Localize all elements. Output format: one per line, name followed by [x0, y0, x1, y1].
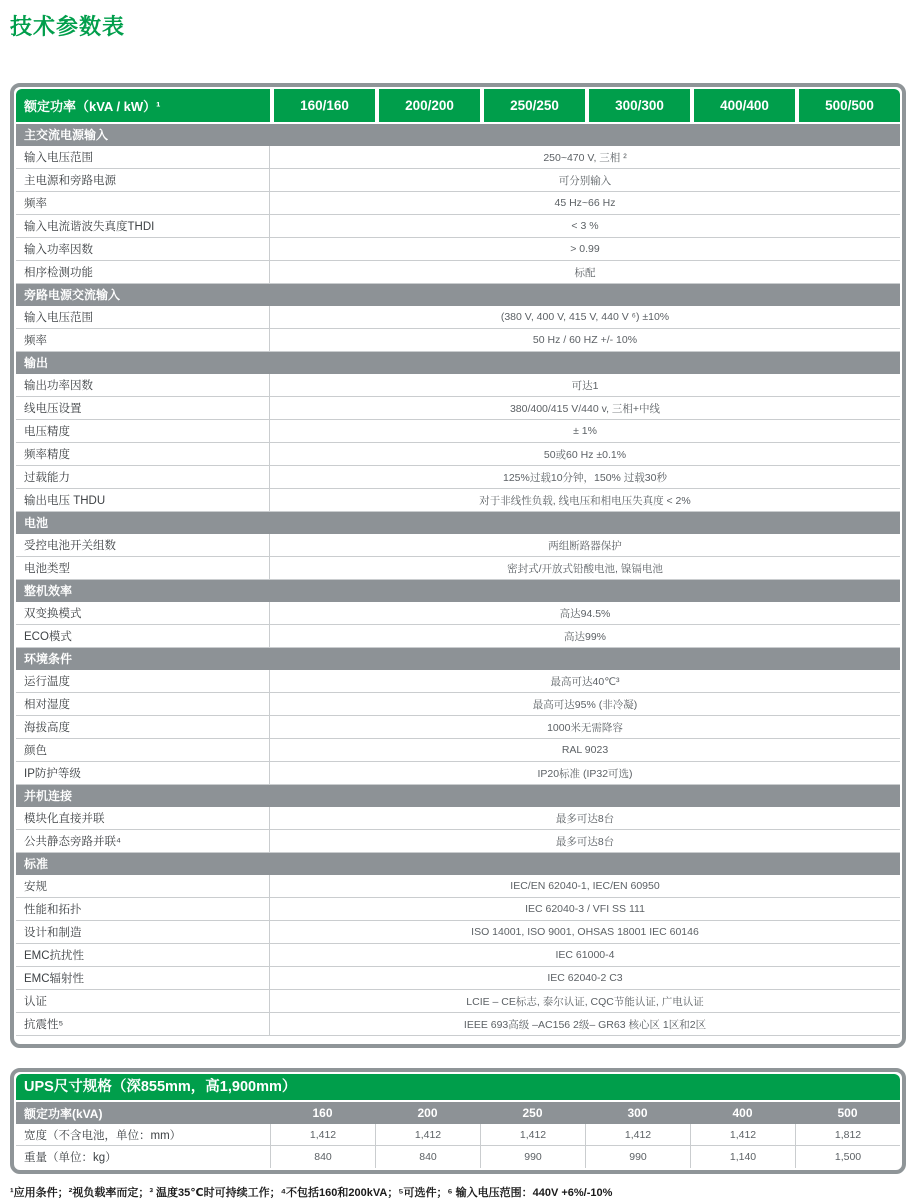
section-header: 整机效率 — [16, 580, 900, 602]
row-label: 安规 — [16, 875, 270, 897]
row-value: IEC 62040-2 C3 — [547, 972, 623, 984]
spec-row — [16, 329, 900, 352]
spec-row — [16, 534, 900, 557]
row-value: (380 V, 400 V, 415 V, 440 V ⁶) ±10% — [500, 311, 670, 323]
rated-power-header-label: 额定功率（kVA / kW）¹ — [16, 89, 270, 122]
row-label: 性能和拓扑 — [16, 898, 270, 920]
row-label: 双变换模式 — [16, 602, 270, 624]
dimension-table-title: UPS尺寸规格（深855mm，高1,900mm） — [16, 1074, 900, 1100]
spec-row — [16, 944, 900, 967]
spec-row — [16, 306, 900, 329]
row-label: 过载能力 — [16, 466, 270, 488]
spec-row — [16, 830, 900, 853]
row-value: IP20标准 (IP32可选) — [537, 767, 633, 780]
row-label: 电池类型 — [16, 557, 270, 579]
row-label: 海拔高度 — [16, 716, 270, 738]
spec-row — [16, 443, 900, 466]
spec-row — [16, 261, 900, 284]
row-value: 标配 — [574, 266, 596, 279]
rated-power-column: 400/400 — [694, 89, 795, 122]
dimension-column-header: 160 — [312, 1106, 333, 1120]
row-value: 密封式/开放式铅酸电池, 镍镉电池 — [507, 562, 663, 575]
section-header: 并机连接 — [16, 785, 900, 807]
spec-row — [16, 466, 900, 489]
dimension-column-header: 250 — [522, 1106, 543, 1120]
row-value: 45 Hz~66 Hz — [554, 197, 616, 209]
dimension-column-header: 200 — [417, 1106, 438, 1120]
spec-row — [16, 739, 900, 762]
dimension-column-header: 400 — [732, 1106, 753, 1120]
row-label: 公共静态旁路并联⁴ — [16, 830, 270, 852]
rated-power-column: 160/160 — [274, 89, 375, 122]
dimension-row — [16, 1146, 900, 1168]
spec-row — [16, 397, 900, 420]
page-title: 技术参数表 — [10, 14, 126, 39]
row-value: IEC 61000-4 — [555, 949, 615, 961]
row-value: 50或60 Hz ±0.1% — [543, 448, 627, 461]
row-value: IEC 62040-3 / VFI SS 111 — [525, 903, 645, 915]
row-value: ± 1% — [573, 425, 597, 437]
section-header: 标准 — [16, 853, 900, 875]
dimension-cell: 840 — [375, 1146, 480, 1168]
row-label: 相序检测功能 — [16, 261, 270, 283]
row-label: EMC辐射性 — [16, 967, 270, 989]
row-value: RAL 9023 — [561, 744, 609, 756]
row-label: 电压精度 — [16, 420, 270, 442]
spec-row — [16, 875, 900, 898]
section-header: 旁路电源交流输入 — [16, 284, 900, 306]
row-value: IEC/EN 62040-1, IEC/EN 60950 — [510, 880, 660, 892]
spec-row — [16, 921, 900, 944]
row-value: 最多可达8台 — [555, 812, 615, 825]
dimension-cell: 990 — [585, 1146, 690, 1168]
dimension-cell: 1,412 — [480, 1124, 585, 1145]
section-header: 主交流电源输入 — [16, 124, 900, 146]
dimension-cell: 990 — [480, 1146, 585, 1168]
spec-row — [16, 670, 900, 693]
row-value: 高达99% — [563, 630, 606, 643]
spec-row — [16, 807, 900, 830]
row-label: 频率 — [16, 329, 270, 351]
row-label: 频率精度 — [16, 443, 270, 465]
dimension-table-body — [16, 1124, 900, 1168]
rated-power-column: 200/200 — [379, 89, 480, 122]
row-label: 主电源和旁路电源 — [16, 169, 270, 191]
row-value: 高达94.5% — [559, 607, 611, 620]
row-value: 1000米无需降容 — [547, 721, 623, 734]
spec-table-header-row — [16, 89, 900, 122]
spec-row — [16, 374, 900, 397]
spec-row — [16, 557, 900, 580]
row-label: 受控电池开关组数 — [16, 534, 270, 556]
row-label: 线电压设置 — [16, 397, 270, 419]
row-label: 相对湿度 — [16, 693, 270, 715]
row-value: 可分别输入 — [558, 174, 612, 187]
dimension-row — [16, 1124, 900, 1146]
dimension-row-label: 重量（单位：kg） — [24, 1152, 117, 1164]
rated-power-column: 300/300 — [589, 89, 690, 122]
spec-row — [16, 489, 900, 512]
dimension-cell: 1,412 — [270, 1124, 375, 1145]
spec-table — [10, 83, 906, 1048]
row-label: IP防护等级 — [16, 762, 270, 784]
row-value: 125%过载10分钟，150% 过载30秒 — [503, 471, 667, 484]
footnote: ¹应用条件；²视负载率而定；³ 温度35℃时可持续工作；⁴不包括160和200kVA；⁵可选件；⁶ 输入电压范围：440V +6%/-10% — [10, 1187, 613, 1199]
spec-row — [16, 762, 900, 785]
row-label: 抗震性⁵ — [16, 1013, 270, 1035]
dimension-row-label: 宽度（不含电池，单位：mm） — [24, 1129, 182, 1142]
section-header: 输出 — [16, 352, 900, 374]
dimension-cell: 1,412 — [585, 1124, 690, 1145]
section-header: 电池 — [16, 512, 900, 534]
row-value: 50 Hz / 60 HZ +/- 10% — [532, 334, 638, 346]
spec-row — [16, 898, 900, 921]
dimension-cell: 1,412 — [690, 1124, 795, 1145]
spec-row — [16, 146, 900, 169]
row-label: 输入功率因数 — [16, 238, 270, 260]
row-label: 频率 — [16, 192, 270, 214]
row-value: 250~470 V, 三相 ² — [543, 151, 627, 164]
dimension-cell: 1,812 — [795, 1124, 900, 1145]
spec-row — [16, 967, 900, 990]
spec-row — [16, 420, 900, 443]
row-value: 最高可达95% (非冷凝) — [532, 698, 638, 711]
dimension-cell: 1,140 — [690, 1146, 795, 1168]
row-label: 运行温度 — [16, 670, 270, 692]
row-label: 设计和制造 — [16, 921, 270, 943]
dimension-cell: 840 — [270, 1146, 375, 1168]
row-label: 认证 — [16, 990, 270, 1012]
dimension-header-label: 额定功率(kVA) — [24, 1106, 103, 1121]
row-value: > 0.99 — [570, 243, 600, 255]
row-label: 颜色 — [16, 739, 270, 761]
row-label: 输出电压 THDU — [16, 489, 270, 511]
spec-row — [16, 238, 900, 261]
row-value: 380/400/415 V/440 v, 三相+中线 — [509, 402, 661, 415]
row-value: < 3 % — [571, 220, 599, 232]
spec-row — [16, 625, 900, 648]
row-value: LCIE – CE标志, 泰尔认证, CQC节能认证, 广电认证 — [466, 995, 704, 1008]
row-value: 可达1 — [571, 379, 599, 392]
row-value: 对于非线性负载, 线电压和相电压失真度 < 2% — [479, 494, 691, 507]
rated-power-column: 500/500 — [799, 89, 900, 122]
spec-row — [16, 215, 900, 238]
dimension-column-header: 500 — [837, 1106, 858, 1120]
row-label: ECO模式 — [16, 625, 270, 647]
row-label: EMC抗扰性 — [16, 944, 270, 966]
spec-row — [16, 716, 900, 739]
dimension-cell: 1,500 — [795, 1146, 900, 1168]
row-value: 两组断路器保护 — [548, 539, 622, 552]
row-label: 输入电压范围 — [16, 306, 270, 328]
row-label: 输入电流谐波失真度THDI — [16, 215, 270, 237]
rated-power-column: 250/250 — [484, 89, 585, 122]
row-value: 最高可达40℃³ — [550, 675, 620, 688]
dimension-table — [10, 1068, 906, 1174]
spec-row — [16, 990, 900, 1013]
row-label: 模块化直接并联 — [16, 807, 270, 829]
row-label: 输入电压范围 — [16, 146, 270, 168]
spec-row — [16, 192, 900, 215]
spec-table-body — [16, 124, 900, 1036]
spec-row — [16, 1013, 900, 1036]
row-value: 最多可达8台 — [555, 835, 615, 848]
dimension-column-header: 300 — [627, 1106, 648, 1120]
row-value: ISO 14001, ISO 9001, OHSAS 18001 IEC 60146 — [471, 926, 699, 938]
spec-row — [16, 693, 900, 716]
section-header: 环境条件 — [16, 648, 900, 670]
spec-row — [16, 169, 900, 192]
dimension-table-header-row — [16, 1102, 900, 1124]
row-label: 输出功率因数 — [16, 374, 270, 396]
dimension-cell: 1,412 — [375, 1124, 480, 1145]
row-value: IEEE 693高级 –AC156 2级– GR63 核心区 1区和2区 — [463, 1018, 707, 1031]
spec-row — [16, 602, 900, 625]
